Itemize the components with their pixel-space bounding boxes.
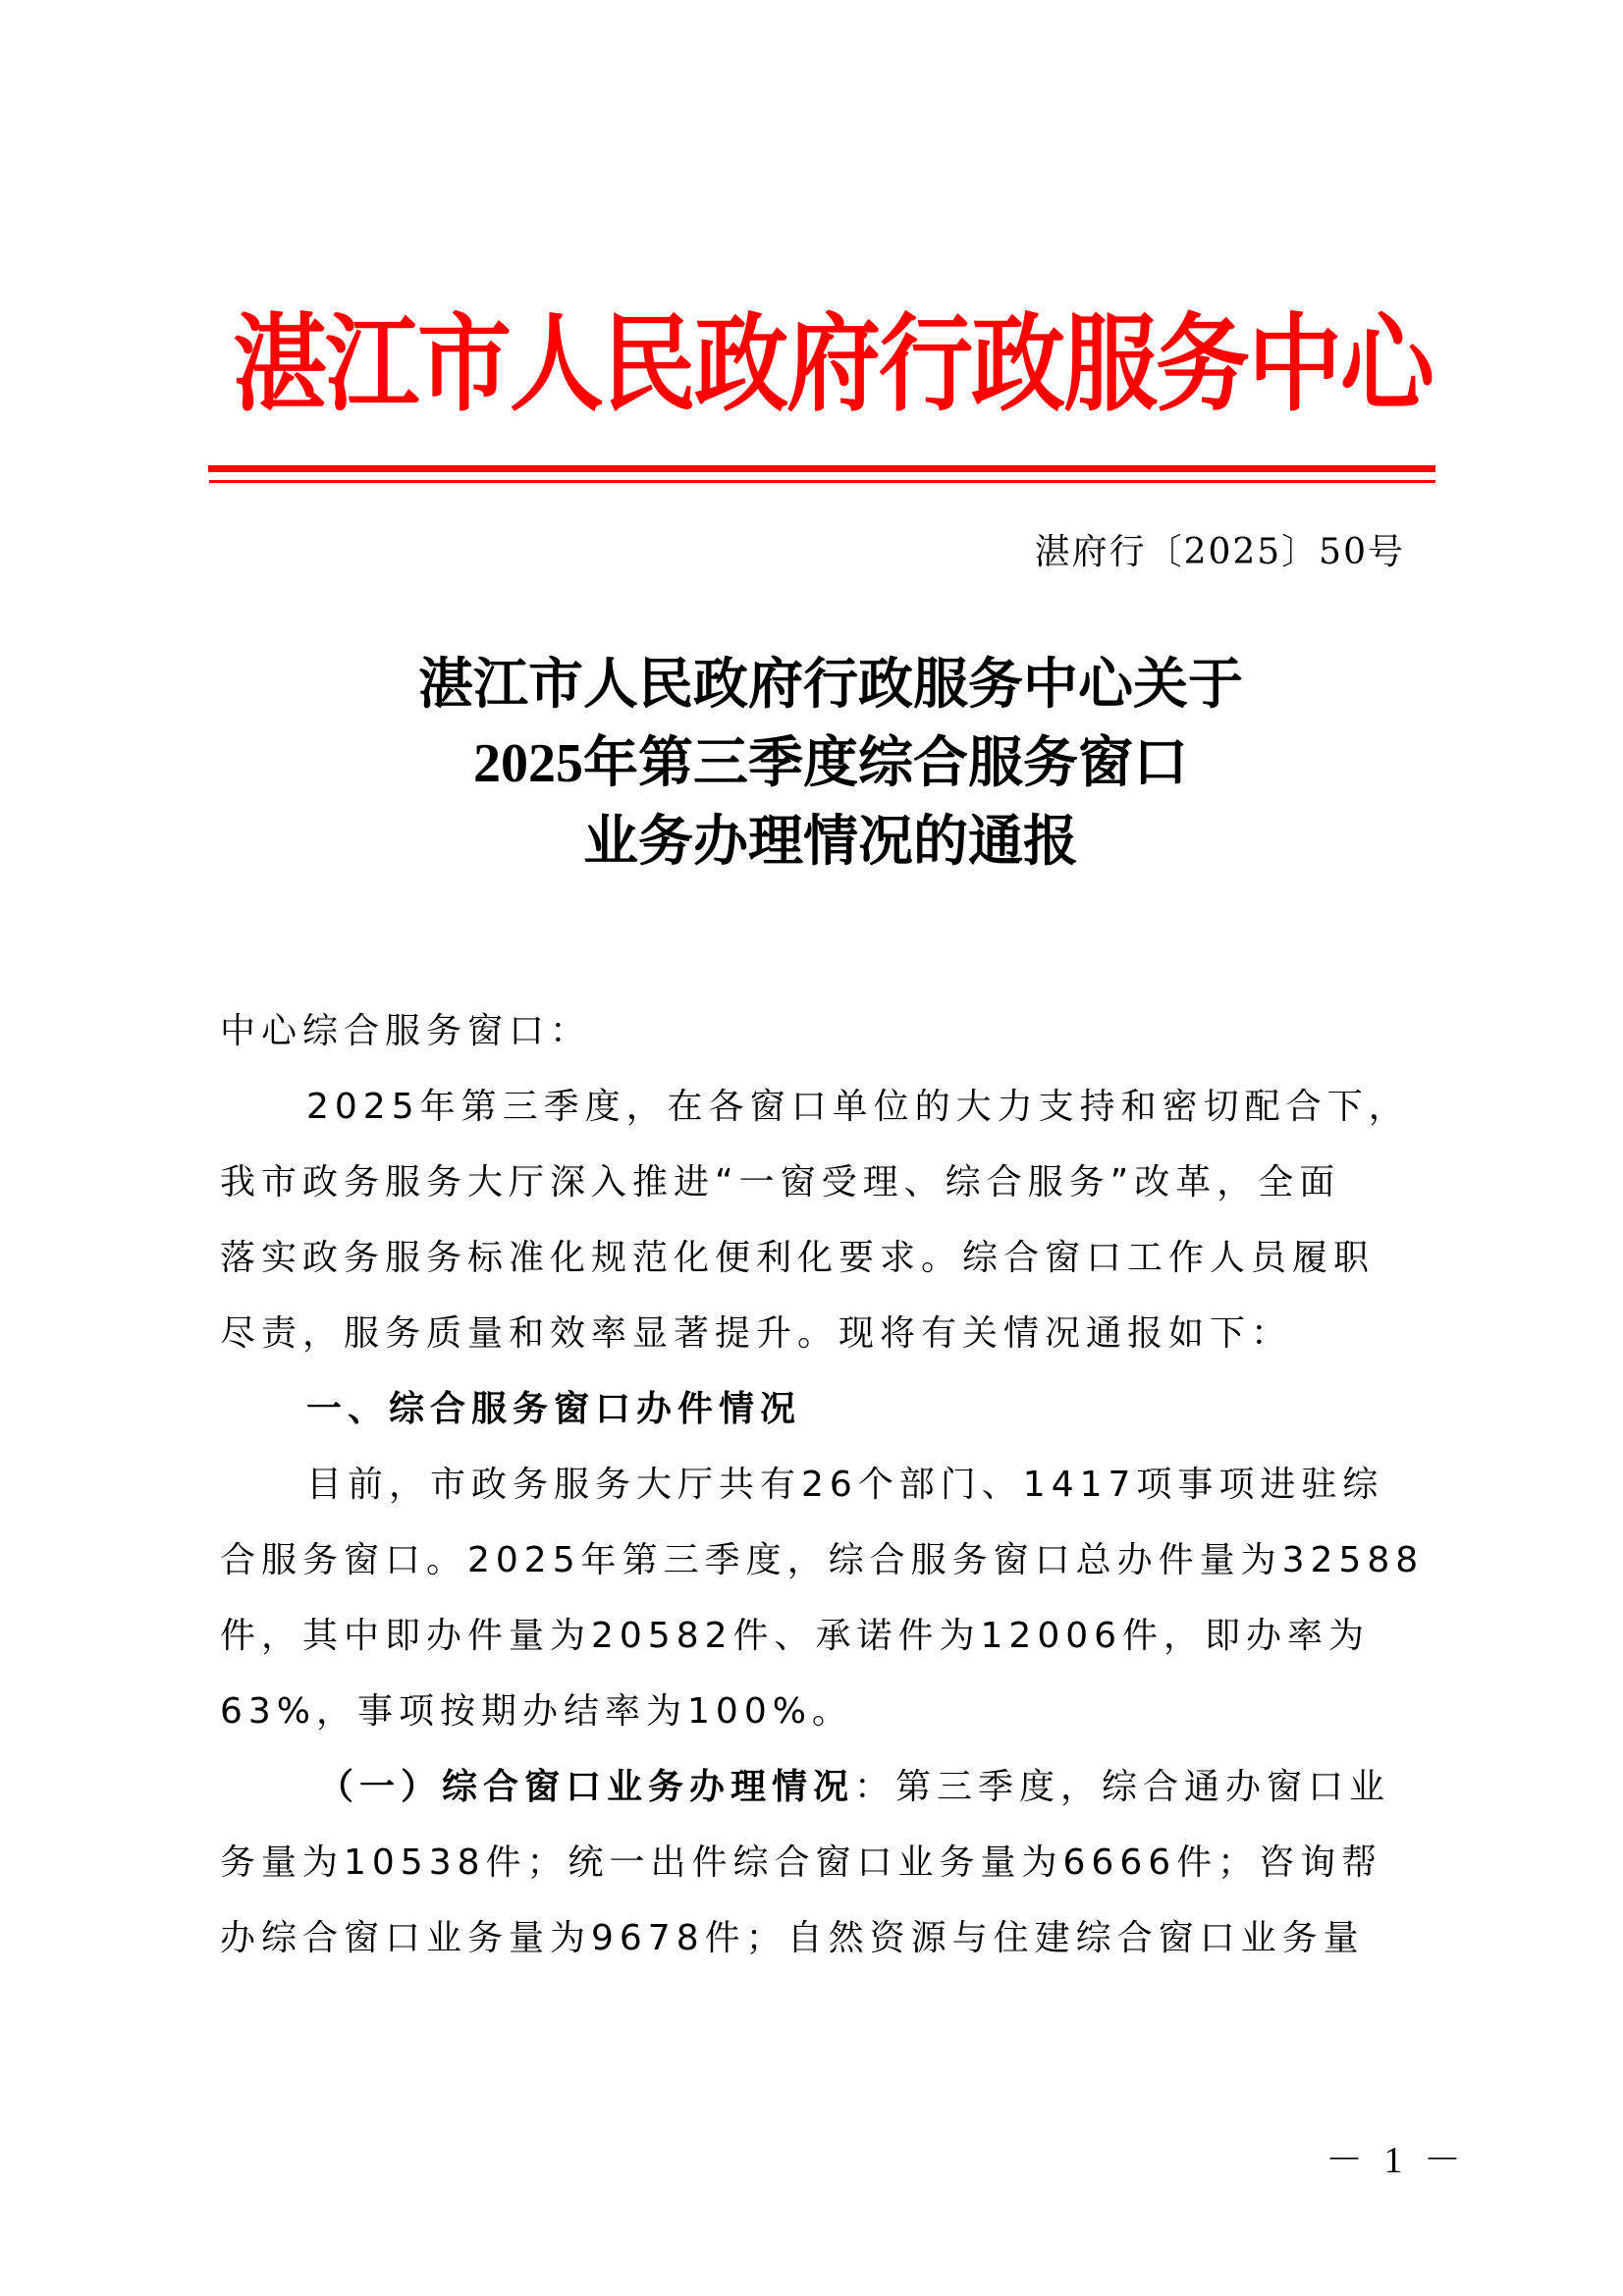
masthead-thick-rule xyxy=(208,465,1435,472)
paragraph-line: 63%，事项按期办结率为100%。 xyxy=(220,1691,853,1732)
paragraph-line: 务量为10538件；统一出件综合窗口业务量为6666件；咨询帮 xyxy=(220,1842,1383,1883)
subsection-line xyxy=(220,1749,1437,1825)
subsection-heading: （一）综合窗口业务办理情况 xyxy=(318,1767,855,1807)
salutation: 中心综合服务窗口： xyxy=(220,1011,592,1051)
paragraph-line: 2025年第三季度，在各窗口单位的大力支持和密切配合下， xyxy=(306,1087,1410,1127)
paragraph-line: 落实政务服务标准化规范化便利化要求。综合窗口工作人员履职 xyxy=(220,1238,1376,1278)
title-line: 湛江市人民政府行政服务中心关于 xyxy=(418,655,1243,716)
document-body xyxy=(220,993,1437,1976)
document-number: 湛府行〔2025〕50号 xyxy=(1034,532,1405,572)
paragraph-line: 件，其中即办件量为20582件、承诺件为12006件，即办率为 xyxy=(220,1616,1371,1656)
document-title xyxy=(222,646,1439,881)
section-heading: 一、综合服务窗口办件情况 xyxy=(306,1389,802,1429)
paragraph-line: 尽责，服务质量和效率显著提升。现将有关情况通报如下： xyxy=(220,1313,1293,1354)
page-number: － 1 － xyxy=(1325,2140,1468,2181)
subsection-heading-suffix: ：第三季度，综合通办窗口业 xyxy=(854,1767,1391,1807)
paragraph-line: 办综合窗口业务量为9678件；自然资源与住建综合窗口业务量 xyxy=(220,1918,1365,1958)
title-line: 2025年第三季度综合服务窗口 xyxy=(473,733,1188,794)
masthead-org-name: 湛江市人民政府行政服务中心 xyxy=(233,305,1433,424)
title-line: 业务办理情况的通报 xyxy=(583,812,1078,873)
masthead-thin-rule xyxy=(209,480,1435,483)
paragraph-line: 合服务窗口。2025年第三季度，综合服务窗口总办件量为32588 xyxy=(220,1540,1425,1580)
paragraph-line: 我市政务服务大厅深入推进“一窗受理、综合服务”改革，全面 xyxy=(220,1162,1341,1202)
paragraph-line: 目前，市政务服务大厅共有26个部门、1417项事项进驻综 xyxy=(306,1465,1384,1505)
